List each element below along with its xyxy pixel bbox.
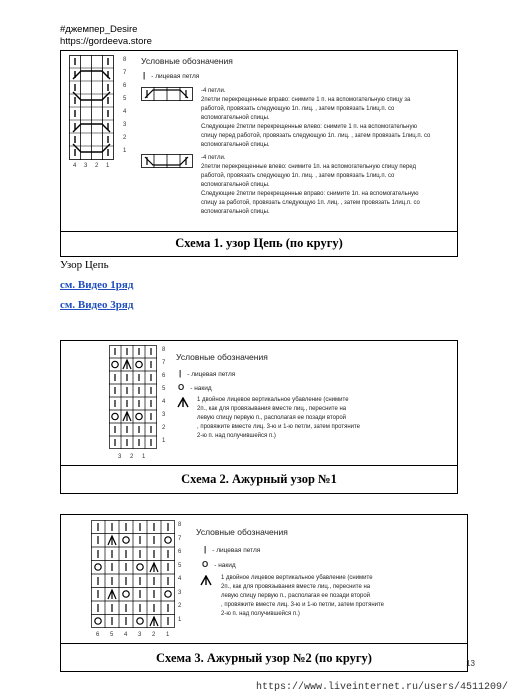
knit-stitch-icon: | xyxy=(143,71,146,80)
scheme2-col-label: 2 xyxy=(130,454,134,460)
double-decrease-icon xyxy=(200,575,212,586)
scheme2-col-label: 3 xyxy=(118,454,122,460)
desc-line: -4 петли. xyxy=(201,155,226,161)
scheme1-col-label: 3 xyxy=(84,163,88,169)
desc-line: 2-ю п. над получившейся п.) xyxy=(221,611,300,617)
scheme1-legend-knit xyxy=(143,71,199,80)
scheme3-col-label: 2 xyxy=(152,632,156,638)
yarn-over-icon: O xyxy=(178,383,185,392)
video-link-row1[interactable]: см. Видео 1ряд xyxy=(60,279,134,291)
desc-line: Следующие 2петли перекрещенные влево: снимите 1 п. на вспомогательную xyxy=(201,124,417,130)
desc-line: 1 двойное лицевое вертикальное убавление (снимите xyxy=(197,397,349,403)
scheme3-row-label: 4 xyxy=(178,576,182,582)
scheme1-chart xyxy=(69,55,114,160)
legend-knit-label: - лицевая петля xyxy=(212,547,261,554)
scheme3-legend-knit xyxy=(204,545,260,554)
scheme3-caption: Схема 3. Ажурный узор №2 (по кругу) xyxy=(156,651,372,665)
pattern-name: Узор Цепь xyxy=(60,259,109,271)
desc-line: работой, провязать следующую 1п. лиц. , затем провязать 1лиц.п. со xyxy=(201,173,395,179)
video-link-row3[interactable]: см. Видео 3ряд xyxy=(60,299,134,311)
legend-yo-label: - накид xyxy=(214,562,236,569)
scheme2-legend-yo xyxy=(178,383,212,392)
scheme2-row-label: 2 xyxy=(162,425,166,431)
scheme3-row-label: 7 xyxy=(178,536,182,542)
desc-line: спицу за работой, провязать следующую 1п. лиц. , затем провязать 1лиц.п. со xyxy=(201,200,420,206)
cable-left-icon xyxy=(141,154,193,168)
desc-line: спицу перед работой, провязать следующую 1п. лиц. , затем провязать 1лиц.п. со xyxy=(201,133,431,139)
desc-line: 1 двойное лицевое вертикальное убавление (снимите xyxy=(221,575,373,581)
desc-line: , провяжите вместе лиц. 3-ю и 1-ю петли, затем протяните xyxy=(197,424,361,430)
scheme2-row-label: 7 xyxy=(162,360,166,366)
scheme3-row-label: 3 xyxy=(178,590,182,596)
scheme3-row-label: 5 xyxy=(178,563,182,569)
scheme1-box xyxy=(60,50,458,257)
desc-line: Следующие 2петли перекрещенные вправо: снимите 1п. на вспомогательную xyxy=(201,191,419,197)
scheme3-box xyxy=(60,514,468,672)
scheme2-legend-title: Условные обозначения xyxy=(176,352,268,362)
scheme3-legend-dec xyxy=(221,574,384,619)
scheme3-row-label: 2 xyxy=(178,603,182,609)
scheme3-row-label: 1 xyxy=(178,617,182,623)
scheme2-divider xyxy=(61,465,457,466)
knit-stitch-icon: | xyxy=(204,545,207,554)
scheme2-row-label: 3 xyxy=(162,412,166,418)
scheme1-desc-2 xyxy=(201,154,420,217)
legend-knit-label: - лицевая петля xyxy=(187,371,236,378)
scheme1-col-label: 1 xyxy=(106,163,110,169)
scheme2-box xyxy=(60,340,458,494)
double-decrease-icon xyxy=(177,397,189,408)
scheme1-row-label: 5 xyxy=(123,96,127,102)
yarn-over-icon: O xyxy=(202,560,209,569)
scheme1-divider xyxy=(61,231,457,232)
desc-line: 2п., как для провязывания вместе лиц., пересните на xyxy=(197,406,347,412)
desc-line: работой, провязать следующую 1п. лиц. , затем провязать 1лиц.п. со xyxy=(201,106,395,112)
scheme3-col-label: 3 xyxy=(138,632,142,638)
scheme1-row-label: 8 xyxy=(123,57,127,63)
scheme2-row-label: 5 xyxy=(162,386,166,392)
scheme3-legend-title: Условные обозначения xyxy=(196,527,288,537)
scheme3-col-label: 6 xyxy=(96,632,100,638)
scheme2-col-label: 1 xyxy=(142,454,146,460)
header-url: https://gordeeva.store xyxy=(60,36,152,47)
scheme1-row-label: 2 xyxy=(123,135,127,141)
desc-line: , провяжите вместе лиц. 3-ю и 1-ю петли, затем протяните xyxy=(221,602,385,608)
scheme1-row-label: 1 xyxy=(123,148,127,154)
desc-line: вспомогательной спицы. xyxy=(201,209,270,215)
scheme3-row-label: 8 xyxy=(178,522,182,528)
scheme1-row-label: 3 xyxy=(123,122,127,128)
scheme3-row-label: 6 xyxy=(178,549,182,555)
legend-yo-label: - накид xyxy=(190,385,212,392)
desc-line: вспомогательной спицы. xyxy=(201,142,270,148)
scheme3-legend-yo xyxy=(202,560,236,569)
scheme2-row-label: 6 xyxy=(162,373,166,379)
scheme1-legend-title: Условные обозначения xyxy=(141,56,233,66)
desc-line: 2петли перекрещенные влево: снимите 1п. на вспомогательную спицу перед xyxy=(201,164,416,170)
watermark-url: https://www.liveinternet.ru/users/4511209/ xyxy=(256,682,509,693)
scheme1-row-label: 7 xyxy=(123,70,127,76)
scheme3-col-label: 5 xyxy=(110,632,114,638)
scheme1-row-label: 4 xyxy=(123,109,127,115)
desc-line: вспомогательной спицы. xyxy=(201,182,270,188)
scheme2-chart xyxy=(109,345,157,449)
scheme1-caption: Схема 1. узор Цепь (по кругу) xyxy=(175,236,343,250)
scheme2-row-label: 4 xyxy=(162,399,166,405)
scheme1-col-label: 2 xyxy=(95,163,99,169)
scheme2-row-label: 1 xyxy=(162,438,166,444)
scheme3-chart xyxy=(91,520,175,628)
desc-line: 2-ю п. над получившейся п.) xyxy=(197,433,276,439)
desc-line: -4 петли. xyxy=(201,88,226,94)
header-hashtag: #джемпер_Desire xyxy=(60,24,138,35)
desc-line: левую спицу первую п., располагая ее позади второй xyxy=(197,415,347,421)
scheme2-row-label: 8 xyxy=(162,347,166,353)
scheme3-col-label: 4 xyxy=(124,632,128,638)
scheme2-caption: Схема 2. Ажурный узор №1 xyxy=(181,472,337,486)
scheme1-row-label: 6 xyxy=(123,83,127,89)
scheme1-col-label: 4 xyxy=(73,163,77,169)
desc-line: 2п., как для провязывания вместе лиц., пересните на xyxy=(221,584,371,590)
scheme1-desc-1 xyxy=(201,87,430,150)
cable-right-icon xyxy=(141,87,193,101)
legend-knit-label: - лицевая петля xyxy=(151,73,200,80)
knit-stitch-icon: | xyxy=(179,369,182,378)
scheme2-legend-knit xyxy=(179,369,235,378)
scheme2-legend-dec xyxy=(197,396,360,441)
desc-line: 2петли перекрещенные вправо: снимите 1 п. на вспомогательную спицу за xyxy=(201,97,411,103)
desc-line: левую спицу первую п., располагая ее позади второй xyxy=(221,593,371,599)
scheme3-col-label: 1 xyxy=(166,632,170,638)
page-number: 13 xyxy=(466,659,475,668)
desc-line: вспомогательной спицы. xyxy=(201,115,270,121)
scheme3-divider xyxy=(61,643,467,644)
